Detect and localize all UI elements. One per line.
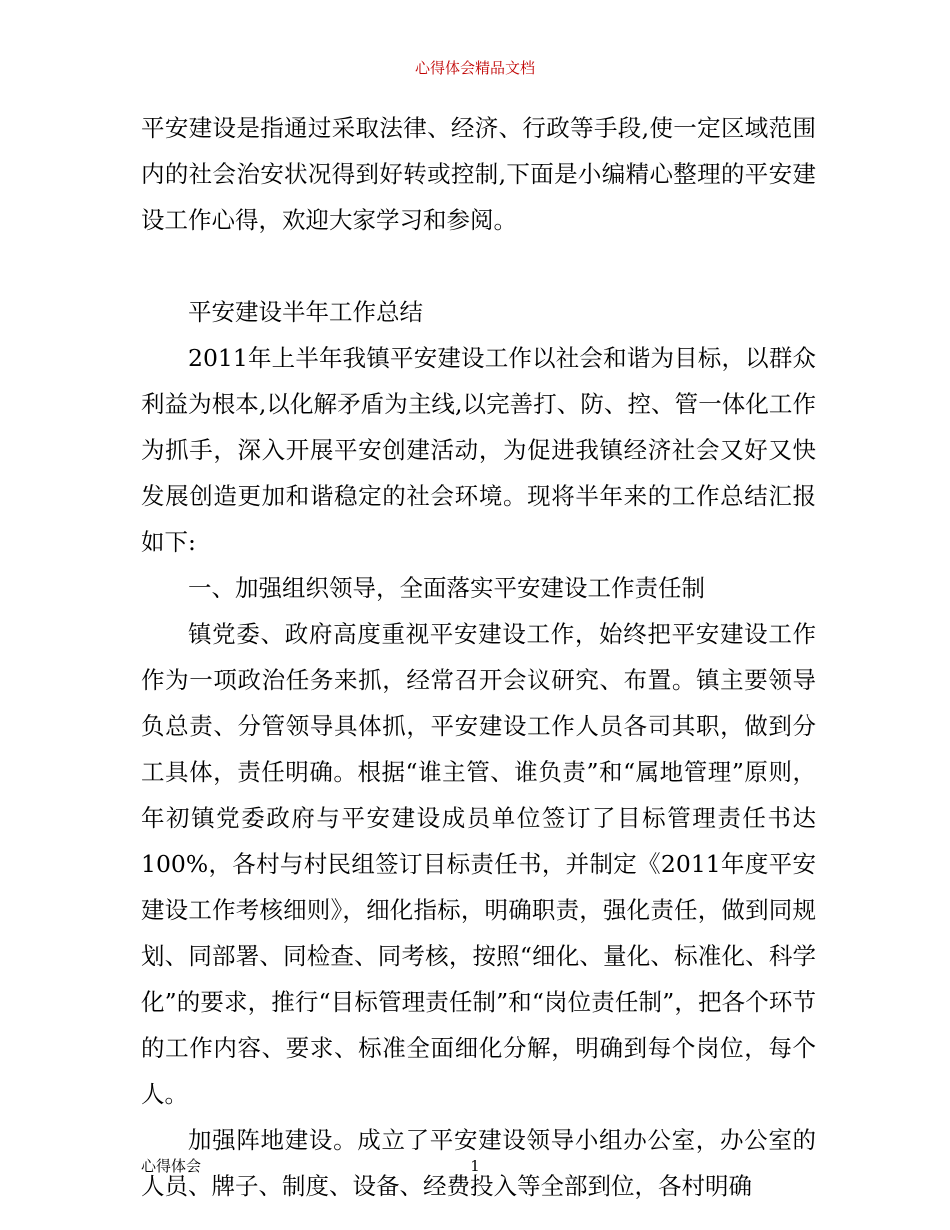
- footer-label: 心得体会: [141, 1157, 202, 1175]
- paragraph-gap: [141, 243, 816, 289]
- paragraph-2: 镇党委、政府高度重视平安建设工作，始终把平安建设工作作为一项政治任务来抓，经常召开会议研究、布置。镇主要领导负总责、分管领导具体抓，平安建设工作人员各司其职，做到分工具体，责任明确。根据“谁主管、谁负责”和“属地管理”原则，年初镇党委政府与平安建设成员单位签订了目标管理责任书达100%，各村与村民组签订目标责任书，并制定《2011年度平安建设工作考核细则》，细化指标，明确职责，强化责任，做到同规划、同部署、同检查、同考核，按照“细化、量化、标准化、科学化”的要求，推行“目标管理责任制”和“岗位责任制”，把各个环节的工作内容、要求、标准全面细化分解，明确到每个岗位，每个人。: [141, 620, 816, 1108]
- intro-paragraph: 平安建设是指通过采取法律、经济、行政等手段,使一定区域范围内的社会治安状况得到好转或控制,下面是小编精心整理的平安建设工作心得，欢迎大家学习和参阅。: [141, 114, 816, 234]
- page-number: 1: [470, 1157, 480, 1175]
- section-title: 平安建设半年工作总结: [188, 298, 423, 326]
- paragraph-1: 2011年上半年我镇平安建设工作以社会和谐为目标，以群众利益为根本,以化解矛盾为主线,以完善打、防、控、管一体化工作为抓手，深入开展平安创建活动，为促进我镇经济社会又好又快发展创造更加和谐稳定的社会环境。现将半年来的工作总结汇报如下:: [141, 344, 816, 556]
- page-header: 心得体会精品文档: [414, 59, 535, 77]
- heading-1: 一、加强组织领导，全面落实平安建设工作责任制: [188, 574, 705, 602]
- paragraph-3: 加强阵地建设。成立了平安建设领导小组办公室，办公室的人员、牌子、制度、设备、经费投入等全部到位，各村明确: [141, 1126, 816, 1200]
- document-body: [141, 105, 816, 1209]
